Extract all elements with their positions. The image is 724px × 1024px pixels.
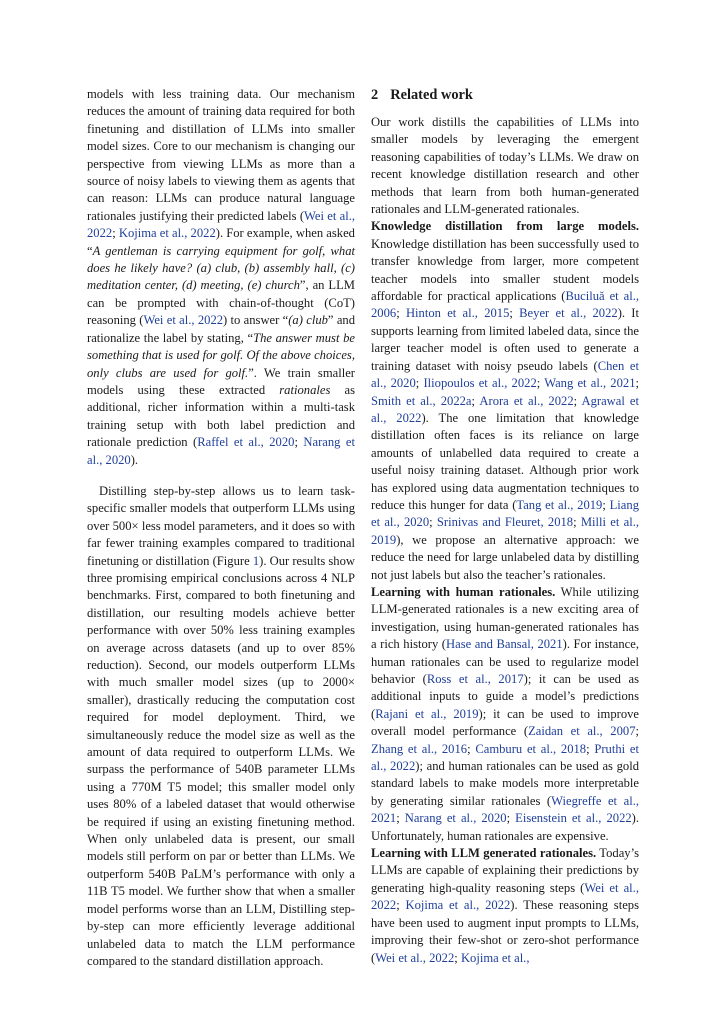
body-text: as additional, richer information within a multi-task training setup with both label prediction and rationale prediction ( xyxy=(87,382,355,450)
body-text: ; xyxy=(396,811,405,826)
citation-link[interactable]: Zhang et al., 2016 xyxy=(371,741,468,756)
paragraph-heading-kd: Knowledge distillation from large models. xyxy=(371,219,639,234)
body-text: While utilizing LLM-generated rationales is a new exciting area of investigation, using human-generated rationales has a rich history ( xyxy=(371,584,639,652)
body-text: Our work distills the capabilities of LLMs into smaller models by leveraging the emergent reasoning capabilities of today’s LLMs. We draw on recent knowledge distillation research and other methods that learn from both human-generated rationales and LLM-generated rationales. xyxy=(371,115,639,217)
right-column xyxy=(371,86,639,967)
italic-text: (a) club xyxy=(288,313,328,328)
body-text: ; xyxy=(509,306,520,321)
citation-link[interactable]: Kojima et al., 2022 xyxy=(118,226,216,241)
body-text: ; xyxy=(415,376,424,391)
paragraph-human-rationales xyxy=(371,584,639,845)
body-text: ). For instance, human rationales can be used to regularize model behavior ( xyxy=(371,637,640,686)
citation-link[interactable]: Wei et al., 2022 xyxy=(375,950,455,965)
citation-link[interactable]: Wei et al., 2022 xyxy=(371,880,639,913)
italic-text: A gentleman is carrying equipment for golf, what does he likely have? (a) club, (b) assembly hall, (c) meditation center, (d) meeting, (e) church xyxy=(87,243,355,293)
body-text: ; xyxy=(467,741,476,756)
body-text: ” and rationalize the label by stating, “ xyxy=(87,313,356,345)
section-title: Related work xyxy=(390,87,473,103)
body-text: ; xyxy=(429,515,437,530)
citation-link[interactable]: Srinivas and Fleuret, 2018 xyxy=(436,515,574,530)
body-text: Distilling step-by-step allows us to learn task-specific smaller models that outperform LLMs using over 500× less model parameters, and it does so with far fewer training examples compared to traditional finetuning or distillation (Figure xyxy=(87,483,355,568)
left-column xyxy=(87,86,355,970)
citation-link[interactable]: Hinton et al., 2015 xyxy=(405,306,510,321)
body-text: ; xyxy=(635,376,639,391)
citation-link[interactable]: Iliopoulos et al., 2022 xyxy=(423,376,537,391)
body-text: Knowledge distillation has been successfully used to transfer knowledge from larger, more competent teacher models into smaller student models affordable for practical applications ( xyxy=(371,236,639,304)
body-text: ; xyxy=(471,393,480,408)
citation-link[interactable]: Narang et al., 2020 xyxy=(404,811,507,826)
section-number: 2 xyxy=(371,87,379,103)
citation-link[interactable]: Agrawal et al., 2022 xyxy=(371,393,640,425)
body-text: ; xyxy=(294,435,304,450)
citation-link[interactable]: Kojima et al., 2022 xyxy=(405,898,511,913)
citation-link[interactable]: Wei et al., 2022 xyxy=(143,313,224,328)
body-text: ). Unfortunately, human rationales are expensive. xyxy=(371,811,640,843)
italic-text: rationales xyxy=(279,382,331,397)
body-text: ). The one limitation that knowledge distillation often faces is its reliance on large amounts of unlabelled data required to create a useful noisy training dataset. Although prior work has explored using data augmentation techniques to reduce this hunger for data ( xyxy=(371,410,639,512)
body-text: ). These reasoning steps have been used to augment input prompts to LLMs, improving their few-shot or zero-shot performance ( xyxy=(371,898,639,965)
body-text: ); it can be used as additional inputs to guide a model’s predictions ( xyxy=(371,672,640,721)
body-text: ”. We train smaller models using these extracted xyxy=(87,365,355,397)
body-text: ; xyxy=(112,226,119,241)
italic-text: The answer must be something that is used for golf. Of the above choices, only clubs are used for golf. xyxy=(87,330,355,380)
citation-link[interactable]: Wei et al., 2022 xyxy=(87,208,355,241)
body-text: ; xyxy=(506,811,516,826)
body-text: ) to answer “ xyxy=(223,313,289,328)
citation-link[interactable]: 1 xyxy=(252,553,260,568)
citation-link[interactable]: Buciluǎ et al., 2006 xyxy=(371,289,639,321)
citation-link[interactable]: Camburu et al., 2018 xyxy=(475,741,587,756)
llm-rationales-body xyxy=(371,846,639,964)
kd-body xyxy=(371,237,639,582)
paragraph-llm-rationales xyxy=(371,845,639,967)
body-text: ); it can be used to improve overall model performance ( xyxy=(371,706,640,739)
body-text: ; xyxy=(396,306,406,321)
body-text: ); and human rationales can be used as gold standard labels to make models more interpretable by generating similar rationales ( xyxy=(371,759,639,808)
citation-link[interactable]: Smith et al., 2022a xyxy=(371,393,472,408)
citation-link[interactable]: Eisenstein et al., 2022 xyxy=(515,811,632,826)
section-heading xyxy=(371,86,639,104)
paragraph-heading-llm: Learning with LLM generated rationales. xyxy=(371,846,597,861)
paragraph-mechanism xyxy=(87,86,355,469)
citation-link[interactable]: Arora et al., 2022 xyxy=(479,393,574,408)
body-text: ), we propose an alternative approach: we reduce the need for large unlabeled data by distilling not just labels but also the teacher’s rationales. xyxy=(371,532,639,582)
citation-link[interactable]: Hase and Bansal, 2021 xyxy=(446,637,563,652)
citation-link[interactable]: Milli et al., 2019 xyxy=(371,515,640,547)
paragraph-heading-human: Learning with human rationales. xyxy=(371,584,556,599)
paragraph-related-intro xyxy=(371,114,639,218)
body-text: ; xyxy=(573,515,581,530)
citation-link[interactable]: Wiegreffe et al., 2021 xyxy=(371,793,639,826)
body-text: ). It supports learning from limited labeled data, since the larger teacher model is often used to generate a training dataset with noisy pseudo labels ( xyxy=(371,306,639,373)
body-text: ). Our results show three promising empirical conclusions across 4 NLP benchmarks. First, compared to both finetuning and distillation, our resulting models achieve better performance with over 50% less training examples on average across datasets (and up to over 85% reduction). Second, our models outperform LLMs with much smaller model sizes (up to 2000× smaller), drastically reducing the computation cost required for model deployment. Third, we simultaneously reduce the model size as well as the amount of data required to outperform LLMs. We surpass the performance of 540B parameter LLMs using a 770M T5 model; this smaller model only uses 80% of a labeled dataset that would otherwise be required if using an existing finetuning method. When only unlabeled data is present, our small models still perform on par or better than LLMs. We outperform 540B PaLM’s performance with only a 11B T5 model. We further show that when a smaller model performs worse than an LLM, Distilling step-by-step can more efficiently leverage additional unlabeled data to match the LLM performance compared to the standard distillation approach. xyxy=(87,553,355,968)
citation-link[interactable]: Narang et al., 2020 xyxy=(87,435,355,467)
body-text: ; xyxy=(586,741,595,756)
body-text: ”, an LLM can be prompted with chain-of-thought (CoT) reasoning ( xyxy=(87,278,355,328)
body-text: ; xyxy=(602,497,610,512)
body-text: ). xyxy=(130,452,139,467)
body-text: ; xyxy=(396,898,406,913)
citation-link[interactable]: Raffel et al., 2020 xyxy=(197,435,295,450)
body-text: ; xyxy=(635,724,639,739)
paragraph-knowledge-distillation xyxy=(371,218,639,584)
citation-link[interactable]: Liang et al., 2020 xyxy=(371,497,639,530)
citation-link[interactable]: Zaidan et al., 2007 xyxy=(528,724,636,739)
body-text: ; xyxy=(454,950,461,965)
paragraph-distilling-results xyxy=(87,483,355,970)
citation-link[interactable]: Ross et al., 2017 xyxy=(426,672,524,686)
body-text: ). For example, when asked “ xyxy=(87,226,355,258)
body-text: ; xyxy=(536,376,545,391)
citation-link[interactable]: Pruthi et al., 2022 xyxy=(371,741,639,774)
citation-link[interactable]: Chen et al., 2020 xyxy=(371,358,639,391)
human-rationales-body xyxy=(371,585,639,843)
body-text: models with less training data. Our mechanism reduces the amount of training data required for both finetuning and distillation of LLMs into smaller model sizes. Core to our mechanism is changing our perspective from viewing LLMs as more than a source of noisy labels to viewing them as agents that can reason: LLMs can produce natural language rationales justifying their predicted labels ( xyxy=(87,87,355,223)
body-text: ; xyxy=(573,393,582,408)
citation-link[interactable]: Rajani et al., 2019 xyxy=(375,706,479,721)
citation-link[interactable]: Beyer et al., 2022 xyxy=(519,306,618,321)
body-text: Today’s LLMs are capable of explaining their predictions by generating high-quality reasoning steps ( xyxy=(371,846,639,895)
citation-link[interactable]: Tang et al., 2019 xyxy=(516,497,603,512)
citation-link[interactable]: Kojima et al., xyxy=(460,950,530,965)
citation-link[interactable]: Wang et al., 2021 xyxy=(544,376,636,391)
